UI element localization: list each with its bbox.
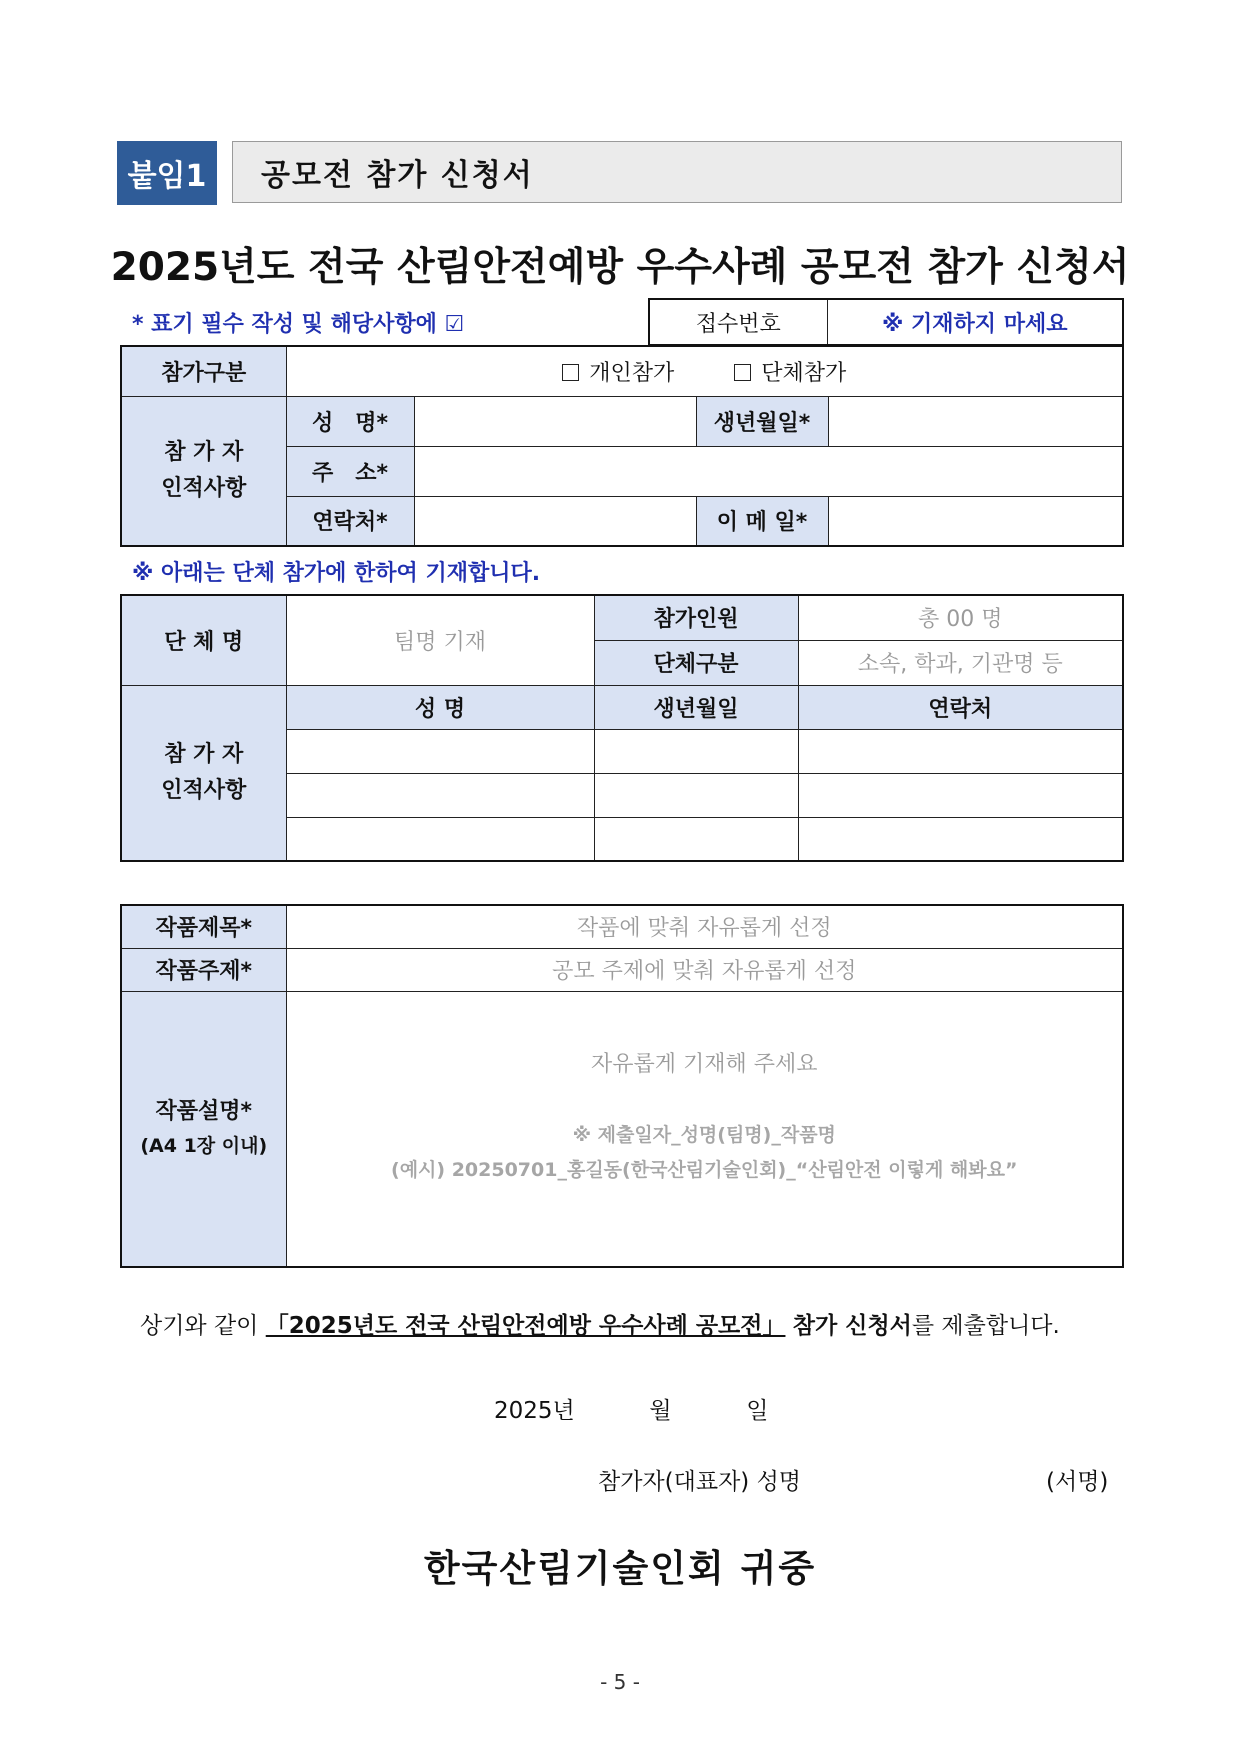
group-participant-label	[121, 685, 286, 861]
member-contact-cell[interactable]	[798, 773, 1123, 817]
closing-suffix: 를 제출합니다.	[911, 1313, 1060, 1339]
date-line	[494, 1392, 768, 1425]
closing-form-name: 참가 신청서	[792, 1313, 912, 1339]
signature-label[interactable]: (서명)	[1046, 1469, 1109, 1495]
group-name-label: 단 체 명	[121, 595, 286, 685]
group-name-field[interactable]: 팀명 기재	[286, 595, 594, 685]
group-participant-label-line1: 참 가 자	[164, 741, 244, 767]
work-desc-field[interactable]	[286, 991, 1123, 1267]
receipt-label: 접수번호	[649, 299, 827, 345]
contact-label: 연락처*	[286, 496, 414, 546]
col-contact-header: 연락처	[798, 685, 1123, 729]
email-label: 이 메 일*	[696, 496, 828, 546]
group-note: ※ 아래는 단체 참가에 한하여 기재합니다.	[132, 561, 541, 586]
member-birth-cell[interactable]	[594, 817, 798, 861]
individual-label: 개인참가	[589, 360, 675, 386]
receipt-table	[648, 298, 1124, 346]
category-label: 참가구분	[121, 346, 286, 396]
work-desc-placeholder: 자유롭게 기재해 주세요	[590, 1052, 818, 1078]
col-name-header: 성 명	[286, 685, 594, 729]
attachment-badge: 붙임1	[117, 141, 217, 205]
member-birth-cell[interactable]	[594, 729, 798, 773]
work-desc-note-2: (예시) 20250701_홍길동(한국산림기술인회)_“산림안전 이렇게 해봐요”	[391, 1159, 1018, 1182]
date-year: 2025년	[494, 1398, 575, 1424]
group-info-table	[120, 594, 1124, 862]
contact-field[interactable]	[414, 496, 696, 546]
members-field[interactable]: 총 00 명	[798, 595, 1123, 640]
work-desc-label-line1: 작품설명*	[155, 1098, 252, 1124]
closing-contest: 「2025년도 전국 산림안전예방 우수사례 공모전」	[265, 1313, 786, 1339]
work-info-table	[120, 904, 1124, 1268]
group-checkbox[interactable]	[734, 361, 846, 386]
name-label: 성 명*	[286, 396, 414, 446]
closing-statement	[140, 1307, 1060, 1340]
member-birth-cell[interactable]	[594, 773, 798, 817]
date-day: 일	[746, 1398, 769, 1424]
participant-info-table	[120, 345, 1124, 547]
member-name-cell[interactable]	[286, 729, 594, 773]
col-birth-header: 생년월일	[594, 685, 798, 729]
work-desc-label-line2: (A4 1장 이내)	[140, 1134, 268, 1157]
work-desc-label	[121, 991, 286, 1267]
group-type-field[interactable]: 소속, 학과, 기관명 등	[798, 640, 1123, 685]
member-name-cell[interactable]	[286, 817, 594, 861]
category-options	[286, 346, 1123, 396]
participant-label-line1: 참 가 자	[164, 439, 244, 465]
closing-prefix: 상기와 같이	[140, 1313, 266, 1339]
required-notice: * 표기 필수 작성 및 해당사항에 ☑	[132, 312, 465, 337]
addressee: 한국산림기술인회 귀중	[423, 1547, 817, 1590]
birth-field[interactable]	[828, 396, 1123, 446]
birth-label: 생년월일*	[696, 396, 828, 446]
work-topic-label: 작품주제*	[121, 948, 286, 991]
address-label: 주 소*	[286, 446, 414, 496]
work-title-field[interactable]: 작품에 맞춰 자유롭게 선정	[286, 905, 1123, 948]
name-field[interactable]	[414, 396, 696, 446]
page-title: 2025년도 전국 산림안전예방 우수사례 공모전 참가 신청서	[110, 245, 1130, 290]
group-label: 단체참가	[761, 360, 847, 386]
members-label: 참가인원	[594, 595, 798, 640]
member-contact-cell[interactable]	[798, 817, 1123, 861]
group-participant-label-line2: 인적사항	[161, 777, 247, 803]
member-contact-cell[interactable]	[798, 729, 1123, 773]
work-topic-field[interactable]: 공모 주제에 맞춰 자유롭게 선정	[286, 948, 1123, 991]
participant-label	[121, 396, 286, 546]
group-type-label: 단체구분	[594, 640, 798, 685]
member-name-cell[interactable]	[286, 773, 594, 817]
page-number: - 5 -	[600, 1670, 640, 1694]
address-field[interactable]	[414, 446, 1123, 496]
date-month: 월	[649, 1398, 672, 1424]
receipt-value: ※ 기재하지 마세요	[827, 299, 1123, 345]
work-desc-note-1: ※ 제출일자_성명(팀명)_작품명	[572, 1124, 836, 1147]
email-field[interactable]	[828, 496, 1123, 546]
work-title-label: 작품제목*	[121, 905, 286, 948]
form-header-title: 공모전 참가 신청서	[232, 141, 1122, 203]
participant-label-line2: 인적사항	[161, 475, 247, 501]
signer-label: 참가자(대표자) 성명	[598, 1469, 802, 1495]
individual-checkbox[interactable]	[562, 361, 674, 386]
